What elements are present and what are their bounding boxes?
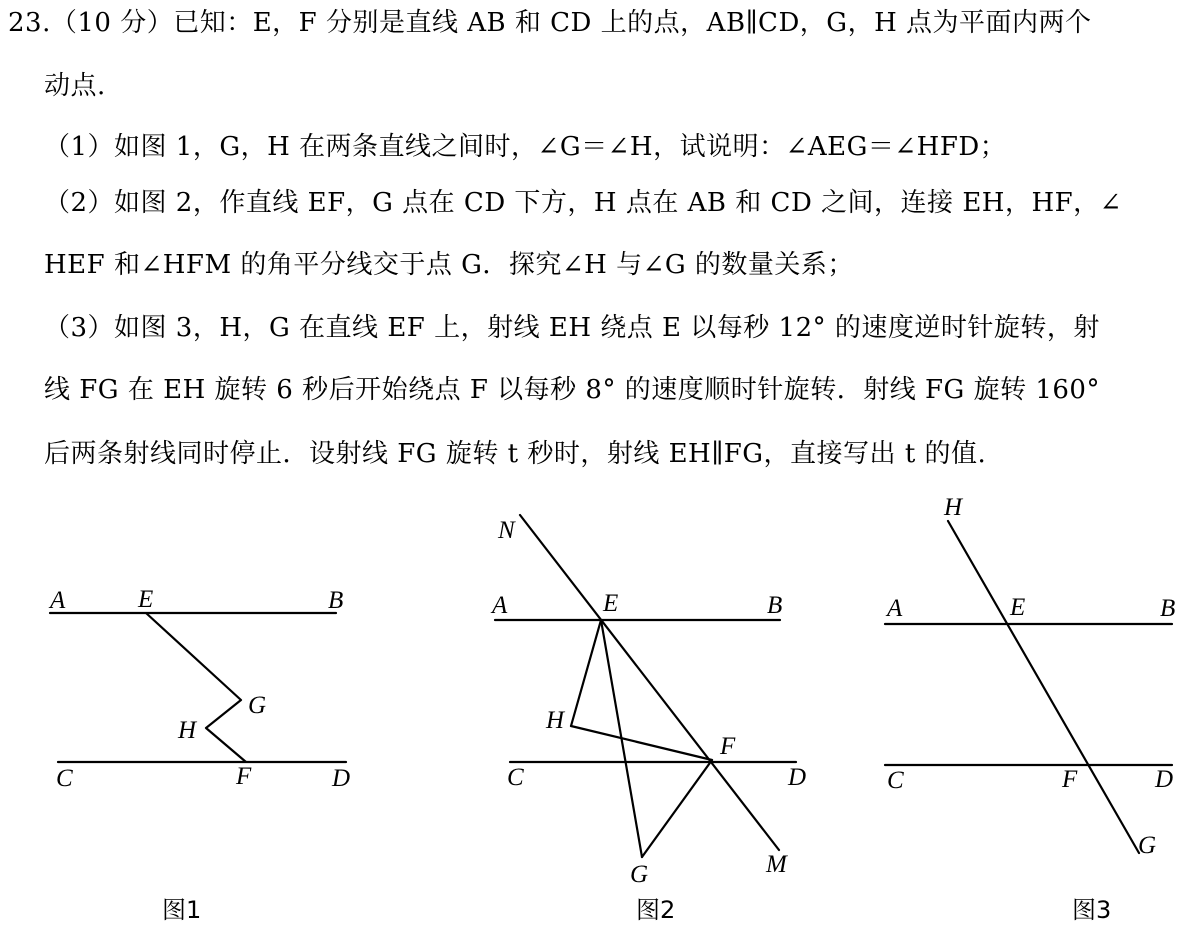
fig2-label-n: N xyxy=(498,517,515,544)
fig2-line-nm xyxy=(520,515,779,850)
fig2-label-a: A xyxy=(492,592,508,619)
fig3-label-e: E xyxy=(1010,594,1026,621)
fig2-label-c: C xyxy=(507,764,524,791)
fig2-segment-fg xyxy=(642,760,712,857)
fig2-label-e: E xyxy=(603,590,619,617)
problem-line-6: （3）如图 3，H，G 在直线 EF 上，射线 EH 绕点 E 以每秒 12° 的速度逆时针旋转，射 xyxy=(44,313,1100,343)
fig1-label-f: F xyxy=(236,763,252,790)
fig3-label-f: F xyxy=(1062,766,1078,793)
fig3-line-hg xyxy=(948,521,1139,853)
fig3-label-d: D xyxy=(1155,766,1174,793)
problem-line-8: 后两条射线同时停止．设射线 FG 旋转 t 秒时，射线 EH∥FG，直接写出 t 的值. xyxy=(44,439,987,469)
problem-line-4: （2）如图 2，作直线 EF，G 点在 CD 下方，H 点在 AB 和 CD 之间，连接 EH，HF，∠ xyxy=(44,188,1122,218)
problem-line-3: （1）如图 1，G，H 在两条直线之间时，∠G＝∠H，试说明：∠AEG＝∠HFD； xyxy=(44,132,1007,162)
fig3-label-b: B xyxy=(1160,595,1176,622)
fig3-label-a: A xyxy=(887,595,903,622)
fig2-label-h: H xyxy=(546,707,565,734)
figure-2 xyxy=(490,515,806,924)
fig2-label-d: D xyxy=(788,764,807,791)
fig2-label-g: G xyxy=(630,861,649,888)
fig1-label-g: G xyxy=(248,692,267,719)
fig1-label-h: H xyxy=(178,717,197,744)
fig2-segment-eg xyxy=(601,620,642,857)
fig1-label-a: A xyxy=(50,587,66,614)
fig2-caption: 图2 xyxy=(636,896,676,924)
fig2-label-f: F xyxy=(720,733,736,760)
problem-line-5: HEF 和∠HFM 的角平分线交于点 G．探究∠H 与∠G 的数量关系； xyxy=(44,250,854,280)
fig2-label-m: M xyxy=(766,851,787,878)
figure-1 xyxy=(48,586,350,924)
fig1-caption: 图1 xyxy=(162,896,202,924)
problem-line-1: 23.（10 分）已知：E，F 分别是直线 AB 和 CD 上的点，AB∥CD，G，H 点为平面内两个 xyxy=(8,8,1092,38)
fig3-label-g: G xyxy=(1138,832,1157,859)
figure-3 xyxy=(885,494,1175,924)
fig2-segment-hf xyxy=(571,726,712,760)
fig1-label-c: C xyxy=(56,765,73,792)
fig1-label-d: D xyxy=(332,765,351,792)
fig2-segment-eh xyxy=(571,620,601,726)
fig1-label-b: B xyxy=(328,587,344,614)
problem-line-7: 线 FG 在 EH 旋转 6 秒后开始绕点 F 以每秒 8° 的速度顺时针旋转．射线 FG 旋转 160° xyxy=(44,375,1100,405)
fig3-label-h: H xyxy=(944,494,963,521)
fig3-label-c: C xyxy=(887,767,904,794)
problem-line-2: 动点. xyxy=(44,71,106,101)
fig3-caption: 图3 xyxy=(1072,896,1112,924)
fig1-label-e: E xyxy=(138,586,154,613)
fig2-label-b: B xyxy=(767,592,783,619)
